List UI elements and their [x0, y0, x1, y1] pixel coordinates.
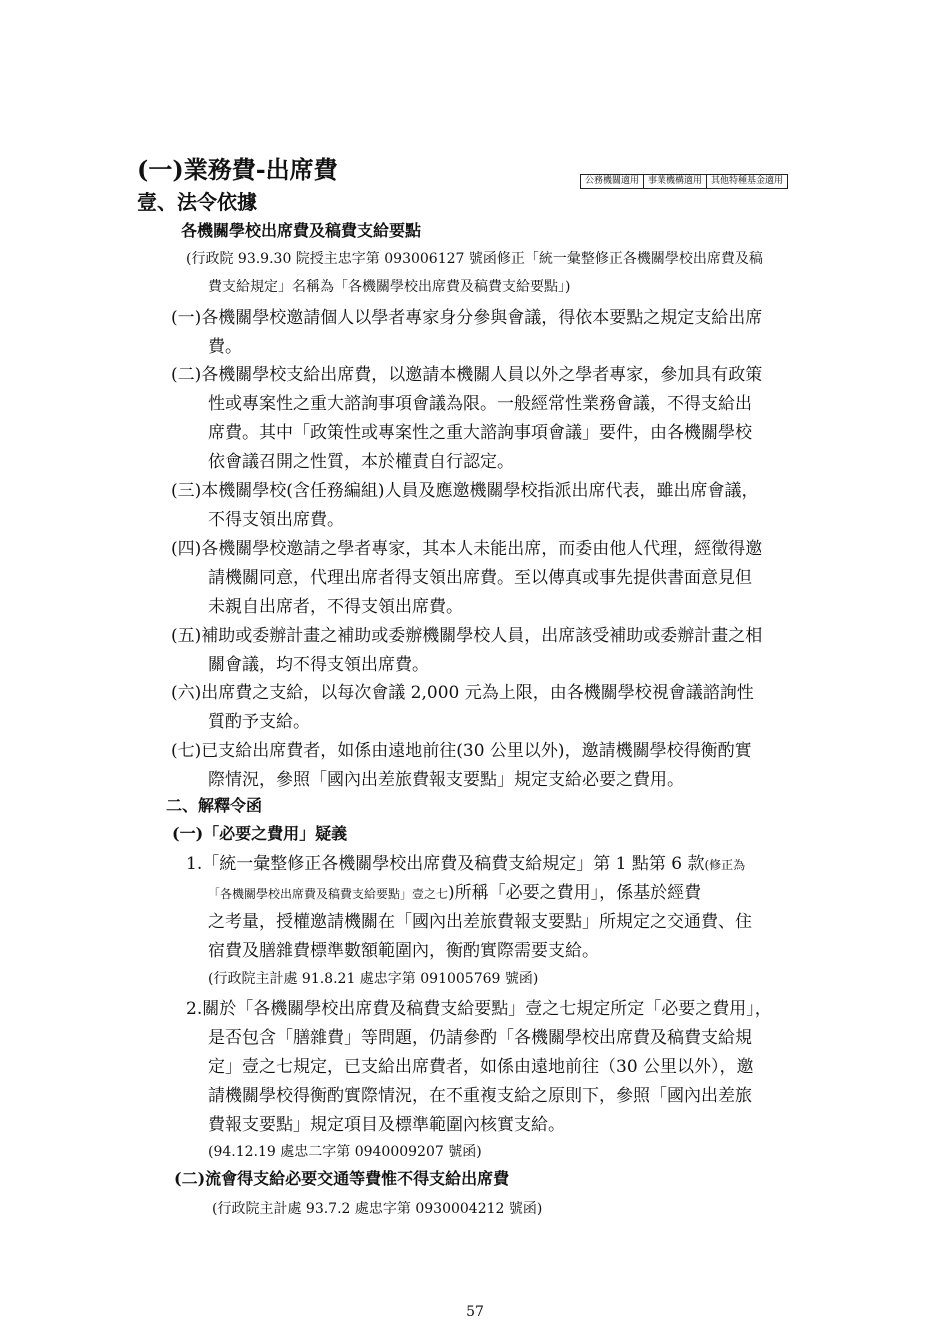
- regulation-item-line: (六)出席費之支給，以每次會議 2,000 元為上限，由各機關學校視會議諮詢性: [171, 683, 754, 703]
- interpretation-line: [208, 878, 701, 903]
- regulation-item-line: 未親自出席者，不得支領出席費。: [208, 597, 463, 617]
- regulation-item-line: (三)本機關學校(含任務編組)人員及應邀機關學校指派出席代表，雖出席會議，: [171, 481, 759, 501]
- page-number: 57: [466, 1304, 484, 1320]
- document-title: 各機關學校出席費及稿費支給要點: [181, 221, 422, 240]
- regulation-item-line: 席費。其中「政策性或專案性之重大諮詢事項會議」要件，由各機關學校: [208, 423, 752, 443]
- section-heading-interpretation: 二、解釋令函: [166, 796, 263, 815]
- tag-enterprise: 事業機構適用: [644, 175, 707, 188]
- regulation-item-line: 費。: [208, 337, 242, 357]
- regulation-item-line: 不得支領出席費。: [208, 510, 344, 530]
- interpretation-text: 1.「統一彙整修正各機關學校出席費及稿費支給規定」第 1 點第 6 款: [186, 854, 705, 874]
- tag-special-fund: 其他特種基金適用: [711, 176, 784, 186]
- regulation-item-line: 依會議召開之性質，本於權責自行認定。: [208, 452, 514, 472]
- regulation-item-line: (七)已支給出席費者，如係由遠地前往(30 公里以外)，邀請機關學校得衡酌實: [171, 741, 752, 761]
- regulation-item-line: 質酌予支給。: [208, 712, 310, 732]
- interpretation-line: [186, 849, 745, 874]
- regulation-item-line: 性或專案性之重大諮詢事項會議為限。一般經常性業務會議，不得支給出: [208, 394, 752, 414]
- regulation-item-line: 關會議，均不得支領出席費。: [208, 655, 429, 675]
- doc-citation-line: (行政院 93.9.30 院授主忠字第 093006127 號函修正「統一彙整修正各機關學校出席費及稿: [186, 251, 763, 267]
- regulation-item-line: (五)補助或委辦計畫之補助或委辦機關學校人員，出席該受補助或委辦計畫之相: [171, 626, 763, 646]
- page-title: (一)業務費-出席費: [137, 155, 338, 184]
- interpretation-line: 之考量，授權邀請機關在「國內出差旅費報支要點」所規定之交通費、住: [208, 912, 752, 932]
- regulation-item-line: 請機關同意，代理出席者得支領出席費。至以傳真或事先提供書面意見但: [208, 568, 752, 588]
- interpretation-line: 費報支要點」規定項目及標準範圍內核實支給。: [208, 1115, 565, 1135]
- interpretation-line: 宿費及膳雜費標準數額範圍內，衡酌實際需要支給。: [208, 941, 599, 961]
- regulation-item-line: 際情況，參照「國內出差旅費報支要點」規定支給必要之費用。: [208, 770, 684, 790]
- regulation-item-line: (一)各機關學校邀請個人以學者專家身分參與會議，得依本要點之規定支給出席: [171, 308, 763, 328]
- interpretation-citation: (行政院主計處 93.7.2 處忠字第 0930004212 號函): [212, 1201, 543, 1217]
- interpretation-line: 是否包含「膳雜費」等問題，仍請參酌「各機關學校出席費及稿費支給規: [208, 1028, 752, 1048]
- regulation-item-line: (二)各機關學校支給出席費，以邀請本機關人員以外之學者專家，參加具有政策: [171, 365, 763, 385]
- section-heading-law: 壹、法令依據: [137, 190, 257, 214]
- interpretation-line: 請機關學校得衡酌實際情況，在不重複支給之原則下，參照「國內出差旅: [208, 1086, 752, 1106]
- subsection-heading: (一)「必要之費用」疑義: [172, 824, 348, 843]
- applicability-tags: [580, 174, 788, 189]
- interpretation-line: 定」壹之七規定，已支給出席費者，如係由遠地前往（30 公里以外），邀: [208, 1057, 754, 1077]
- interpretation-line: 2.關於「各機關學校出席費及稿費支給要點」壹之七規定所定「必要之費用」，: [186, 999, 772, 1019]
- regulation-item-line: (四)各機關學校邀請之學者專家，其本人未能出席，而委由他人代理，經徵得邀: [171, 539, 763, 559]
- interpretation-note: (修正為: [704, 858, 746, 872]
- doc-citation-line: 費支給規定」名稱為「各機關學校出席費及稿費支給要點」): [208, 279, 571, 295]
- interpretation-citation: (94.12.19 處忠二字第 0940009207 號函): [208, 1144, 482, 1160]
- interpretation-citation: (行政院主計處 91.8.21 處忠字第 091005769 號函): [208, 971, 539, 987]
- interpretation-text: )所稱「必要之費用」，係基於經費: [448, 883, 702, 903]
- interpretation-note: 「各機關學校出席費及稿費支給要點」壹之七: [208, 887, 449, 901]
- subsection-heading: (二)流會得支給必要交通等費惟不得支給出席費: [174, 1169, 510, 1188]
- tag-public-agency: 公務機關適用: [581, 175, 644, 188]
